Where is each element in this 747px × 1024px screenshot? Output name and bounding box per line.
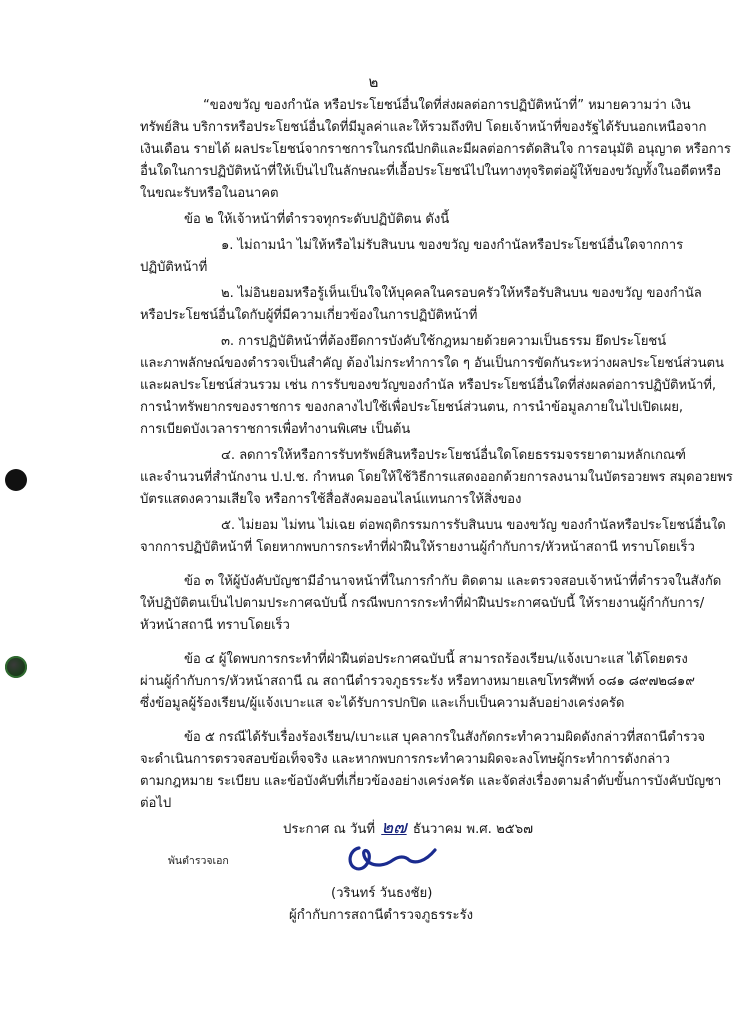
- handwritten-signature: [345, 842, 437, 876]
- paragraph-line: ตามกฎหมาย ระเบียบ และข้อบังคับที่เกี่ยวข้องอย่างเคร่งครัด และจัดส่งเรื่องตามลำดับขั้นการบังคับบัญชา: [140, 774, 722, 789]
- binder-hole: [5, 656, 27, 678]
- paragraph-line: ให้ปฏิบัติตนเป็นไปตามประกาศฉบับนี้ กรณีพบการกระทำที่ฝ่าฝืนประกาศฉบับนี้ ให้รายงานผู้กำกับการ/: [140, 596, 705, 611]
- paragraph-line: ๓. การปฏิบัติหน้าที่ต้องยึดการบังคับใช้กฎหมายด้วยความเป็นธรรม ยึดประโยชน์: [221, 334, 667, 349]
- paragraph-line: จะดำเนินการตรวจสอบข้อเท็จจริง และหากพบการกระทำความผิดจะลงโทษผู้กระทำการดังกล่าว: [140, 752, 670, 767]
- clause-heading: ข้อ ๓ ให้ผู้บังคับบัญชามีอำนาจหน้าที่ในการกำกับ ติดตาม และตรวจสอบเจ้าหน้าที่ตำรวจในสังกัด: [184, 574, 722, 589]
- paragraph-line: ผ่านผู้กำกับการ/หัวหน้าสถานี ณ สถานีตำรวจภูธรระรัง หรือทางหมายเลขโทรศัพท์ ๐๘๑ ๘๙๗๒๘๑๙: [140, 674, 695, 689]
- paragraph-line: การนำทรัพยากรของราชการ ของกลางไปใช้เพื่อประโยชน์ส่วนตน, การนำข้อมูลภายในไปเปิดเผย,: [140, 400, 683, 415]
- paragraph-line: จากการปฏิบัติหน้าที่ โดยหากพบการกระทำที่ฝ่าฝืนให้รายงานผู้กำกับการ/หัวหน้าสถานี ทราบโดยเร็ว: [140, 540, 695, 555]
- binder-hole: [5, 469, 27, 491]
- clause-heading: ข้อ ๕ กรณีได้รับเรื่องร้องเรียน/เบาะแส บุคลากรในสังกัดกระทำความผิดดังกล่าวที่สถานีตำรวจ: [184, 730, 706, 745]
- paragraph-line: การเบียดบังเวลาราชการเพื่อทำงานพิเศษ เป็นต้น: [140, 422, 411, 437]
- paragraph-line: ๕. ไม่ยอม ไม่ทน ไม่เฉย ต่อพฤติกรรมการรับสินบน ของขวัญ ของกำนัลหรือประโยชน์อื่นใด: [221, 518, 726, 533]
- date-prefix: ประกาศ ณ วันที่: [283, 822, 376, 837]
- paragraph-line: “ของขวัญ ของกำนัล หรือประโยชน์อื่นใดที่ส่งผลต่อการปฏิบัติหน้าที่” หมายความว่า เงิน: [203, 98, 691, 113]
- paragraph-line: ๑. ไม่ถามนำ ไม่ให้หรือไม่รับสินบน ของขวัญ ของกำนัลหรือประโยชน์อื่นใดจากการ: [221, 238, 684, 253]
- paragraph-line: อื่นใดในการปฏิบัติหน้าที่ให้เป็นไปในลักษณะที่เอื้อประโยชน์ไปในทางทุจริตต่อผู้ให้ของขวัญทั้งในอดีตหรือ: [140, 164, 722, 179]
- signer-rank: พันตำรวจเอก: [168, 855, 229, 867]
- paragraph-line: และจำนวนที่สำนักงาน ป.ป.ช. กำหนด โดยให้ใช้วิธีการแสดงออกด้วยการลงนามในบัตรอวยพร สมุดอวยพร: [140, 470, 733, 485]
- signer-title: ผู้กำกับการสถานีตำรวจภูธรระรัง: [289, 908, 474, 923]
- paragraph-line: หัวหน้าสถานี ทราบโดยเร็ว: [140, 618, 290, 633]
- paragraph-line: หรือประโยชน์อื่นใดกับผู้ที่มีความเกี่ยวข้องในการปฏิบัติหน้าที่: [140, 308, 478, 323]
- paragraph-line: ทรัพย์สิน บริการหรือประโยชน์อื่นใดที่มีมูลค่าและให้รวมถึงทิป โดยเจ้าหน้าที่ของรัฐได้รับนอกเหนือจาก: [140, 120, 707, 135]
- date-suffix: ธันวาคม พ.ศ. ๒๕๖๗: [412, 822, 534, 837]
- paragraph-line: ๒. ไม่อินยอมหรือรู้เห็นเป็นใจให้บุคคลในครอบครัวให้หรือรับสินบน ของขวัญ ของกำนัล: [221, 286, 702, 301]
- date-day-handwritten: ๒๗: [381, 817, 407, 838]
- paragraph-line: ๔. ลดการให้หรือการรับทรัพย์สินหรือประโยชน์อื่นใดโดยธรรมจรรยาตามหลักเกณฑ์: [221, 448, 686, 463]
- paragraph-line: บัตรแสดงความเสียใจ หรือการใช้สื่อสังคมออนไลน์แทนการให้สิ่งของ: [140, 492, 522, 507]
- paragraph-line: ในขณะรับหรือในอนาคต: [140, 186, 279, 201]
- signer-name: (วรินทร์ วันธงชัย): [331, 886, 433, 901]
- announcement-date: [283, 812, 533, 841]
- paragraph-line: ต่อไป: [140, 796, 172, 811]
- paragraph-line: ปฏิบัติหน้าที่: [140, 260, 208, 275]
- paragraph-line: และผลประโยชน์ส่วนรวม เช่น การรับของขวัญของกำนัล หรือประโยชน์อื่นใดที่ส่งผลต่อการปฏิบัติหน้าที่,: [140, 378, 716, 393]
- paragraph-line: และภาพลักษณ์ของตำรวจเป็นสำคัญ ต้องไม่กระทำการใด ๆ อันเป็นการขัดกันระหว่างผลประโยชน์ส่วนตน: [140, 356, 724, 371]
- paragraph-line: เงินเดือน รายได้ ผลประโยชน์จากราชการในกรณีปกติและมีผลต่อการตัดสินใจ การอนุมัติ อนุญาต หรือการ: [140, 142, 731, 157]
- page-number: ๒: [368, 73, 379, 91]
- paragraph-line: ซึ่งข้อมูลผู้ร้องเรียน/ผู้แจ้งเบาะแส จะได้รับการปกปิด และเก็บเป็นความลับอย่างเคร่งครัด: [140, 696, 625, 711]
- clause-heading: ข้อ ๔ ผู้ใดพบการกระทำที่ฝ่าฝืนต่อประกาศฉบับนี้ สามารถร้องเรียน/แจ้งเบาะแส ได้โดยตรง: [184, 652, 688, 667]
- clause-heading: ข้อ ๒ ให้เจ้าหน้าที่ตำรวจทุกระดับปฏิบัติตน ดังนี้: [184, 212, 450, 227]
